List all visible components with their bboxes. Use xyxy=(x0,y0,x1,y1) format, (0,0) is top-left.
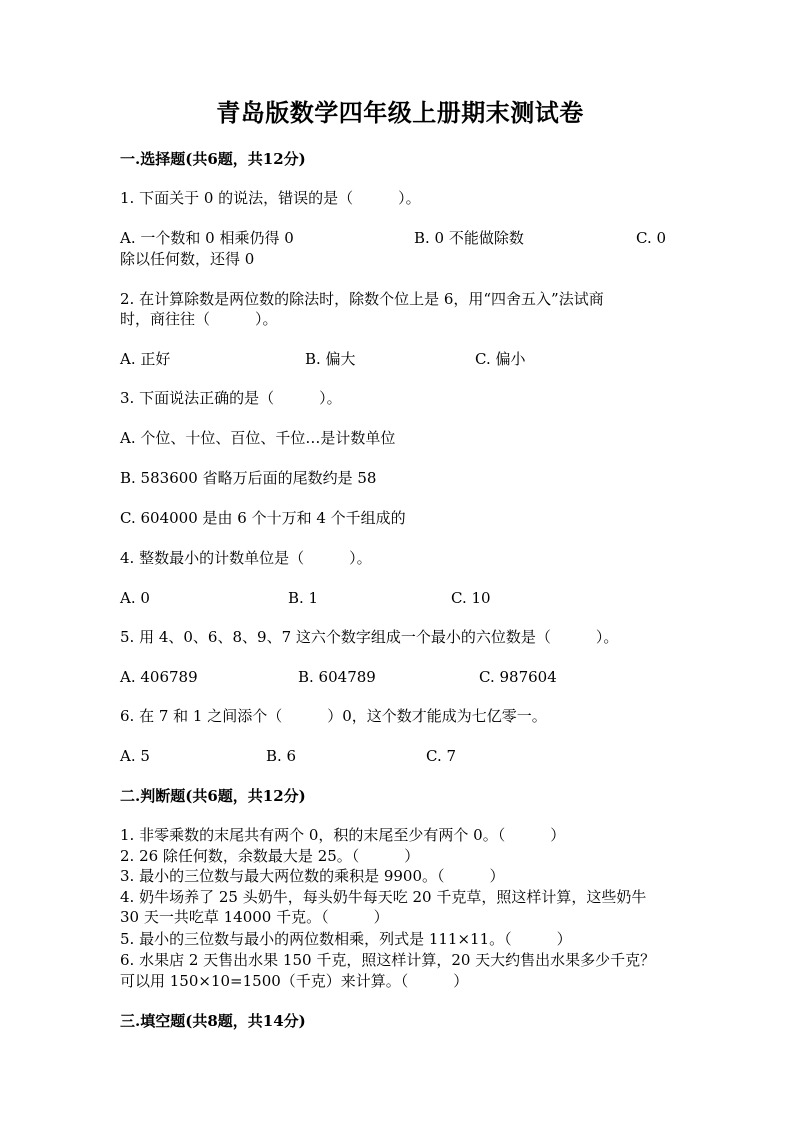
section-heading-true-false: 二.判断题(共6题，共12分) xyxy=(120,787,306,805)
question-6-option-c: C. 7 xyxy=(426,747,457,765)
question-2-option-c: C. 偏小 xyxy=(475,350,526,368)
question-4-stem: 4. 整数最小的计数单位是（ ）。 xyxy=(120,549,372,567)
question-5-stem: 5. 用 4、0、6、8、9、7 这六个数字组成一个最小的六位数是（ ）。 xyxy=(120,628,619,646)
section-heading-choice: 一.选择题(共6题，共12分) xyxy=(120,150,306,168)
question-1-option-c-continued: 除以任何数，还得 0 xyxy=(120,250,255,268)
question-2-option-b: B. 偏大 xyxy=(305,350,356,368)
question-1-stem: 1. 下面关于 0 的说法，错误的是（ ）。 xyxy=(120,189,421,207)
question-5-option-c: C. 987604 xyxy=(479,668,557,686)
judgement-item-6-line1: 6. 水果店 2 天售出水果 150 千克，照这样计算，20 天大约售出水果多少千克？ xyxy=(120,951,656,969)
judgement-item-4-line2: 30 天一共吃草 14000 千克。（ ） xyxy=(120,908,389,926)
question-5-option-a: A. 406789 xyxy=(120,668,198,686)
judgement-item-2: 2. 26 除任何数，余数最大是 25。（ ） xyxy=(120,847,420,865)
question-3-option-c: C. 604000 是由 6 个十万和 4 个千组成的 xyxy=(120,509,406,527)
judgement-item-1: 1. 非零乘数的末尾共有两个 0，积的末尾至少有两个 0。（ ） xyxy=(120,826,566,844)
question-6-option-b: B. 6 xyxy=(266,747,297,765)
question-1-option-a: A. 一个数和 0 相乘仍得 0 xyxy=(120,229,294,247)
question-2-option-a: A. 正好 xyxy=(120,350,171,368)
question-4-option-c: C. 10 xyxy=(451,589,491,607)
section-heading-fill-blank: 三.填空题(共8题，共14分) xyxy=(120,1012,306,1030)
question-3-stem: 3. 下面说法正确的是（ ）。 xyxy=(120,389,342,407)
question-6-stem: 6. 在 7 和 1 之间添个（ ）0，这个数才能成为七亿零一。 xyxy=(120,707,547,725)
question-2-stem-line1: 2. 在计算除数是两位数的除法时，除数个位上是 6，用“四舍五入”法试商 xyxy=(120,290,604,308)
question-2-stem-line2: 时，商往往（ ）。 xyxy=(120,310,278,328)
judgement-item-3: 3. 最小的三位数与最大两位数的乘积是 9900。（ ） xyxy=(120,867,505,885)
question-1-option-b: B. 0 不能做除数 xyxy=(414,229,524,247)
question-6-option-a: A. 5 xyxy=(120,747,150,765)
question-3-option-a: A. 个位、十位、百位、千位…是计数单位 xyxy=(120,429,396,447)
question-4-option-b: B. 1 xyxy=(288,589,319,607)
question-5-option-b: B. 604789 xyxy=(298,668,376,686)
question-3-option-b: B. 583600 省略万后面的尾数约是 58 xyxy=(120,469,377,487)
page-title: 青岛版数学四年级上册期末测试卷 xyxy=(216,98,584,127)
judgement-item-6-line2: 可以用 150×10=1500（千克）来计算。（ ） xyxy=(120,972,469,990)
judgement-item-4-line1: 4. 奶牛场养了 25 头奶牛，每头奶牛每天吃 20 千克草，照这样计算，这些奶牛 xyxy=(120,888,647,906)
question-4-option-a: A. 0 xyxy=(120,589,150,607)
question-1-option-c: C. 0 xyxy=(636,229,667,247)
judgement-item-5: 5. 最小的三位数与最小的两位数相乘，列式是 111×11。（ ） xyxy=(120,930,572,948)
